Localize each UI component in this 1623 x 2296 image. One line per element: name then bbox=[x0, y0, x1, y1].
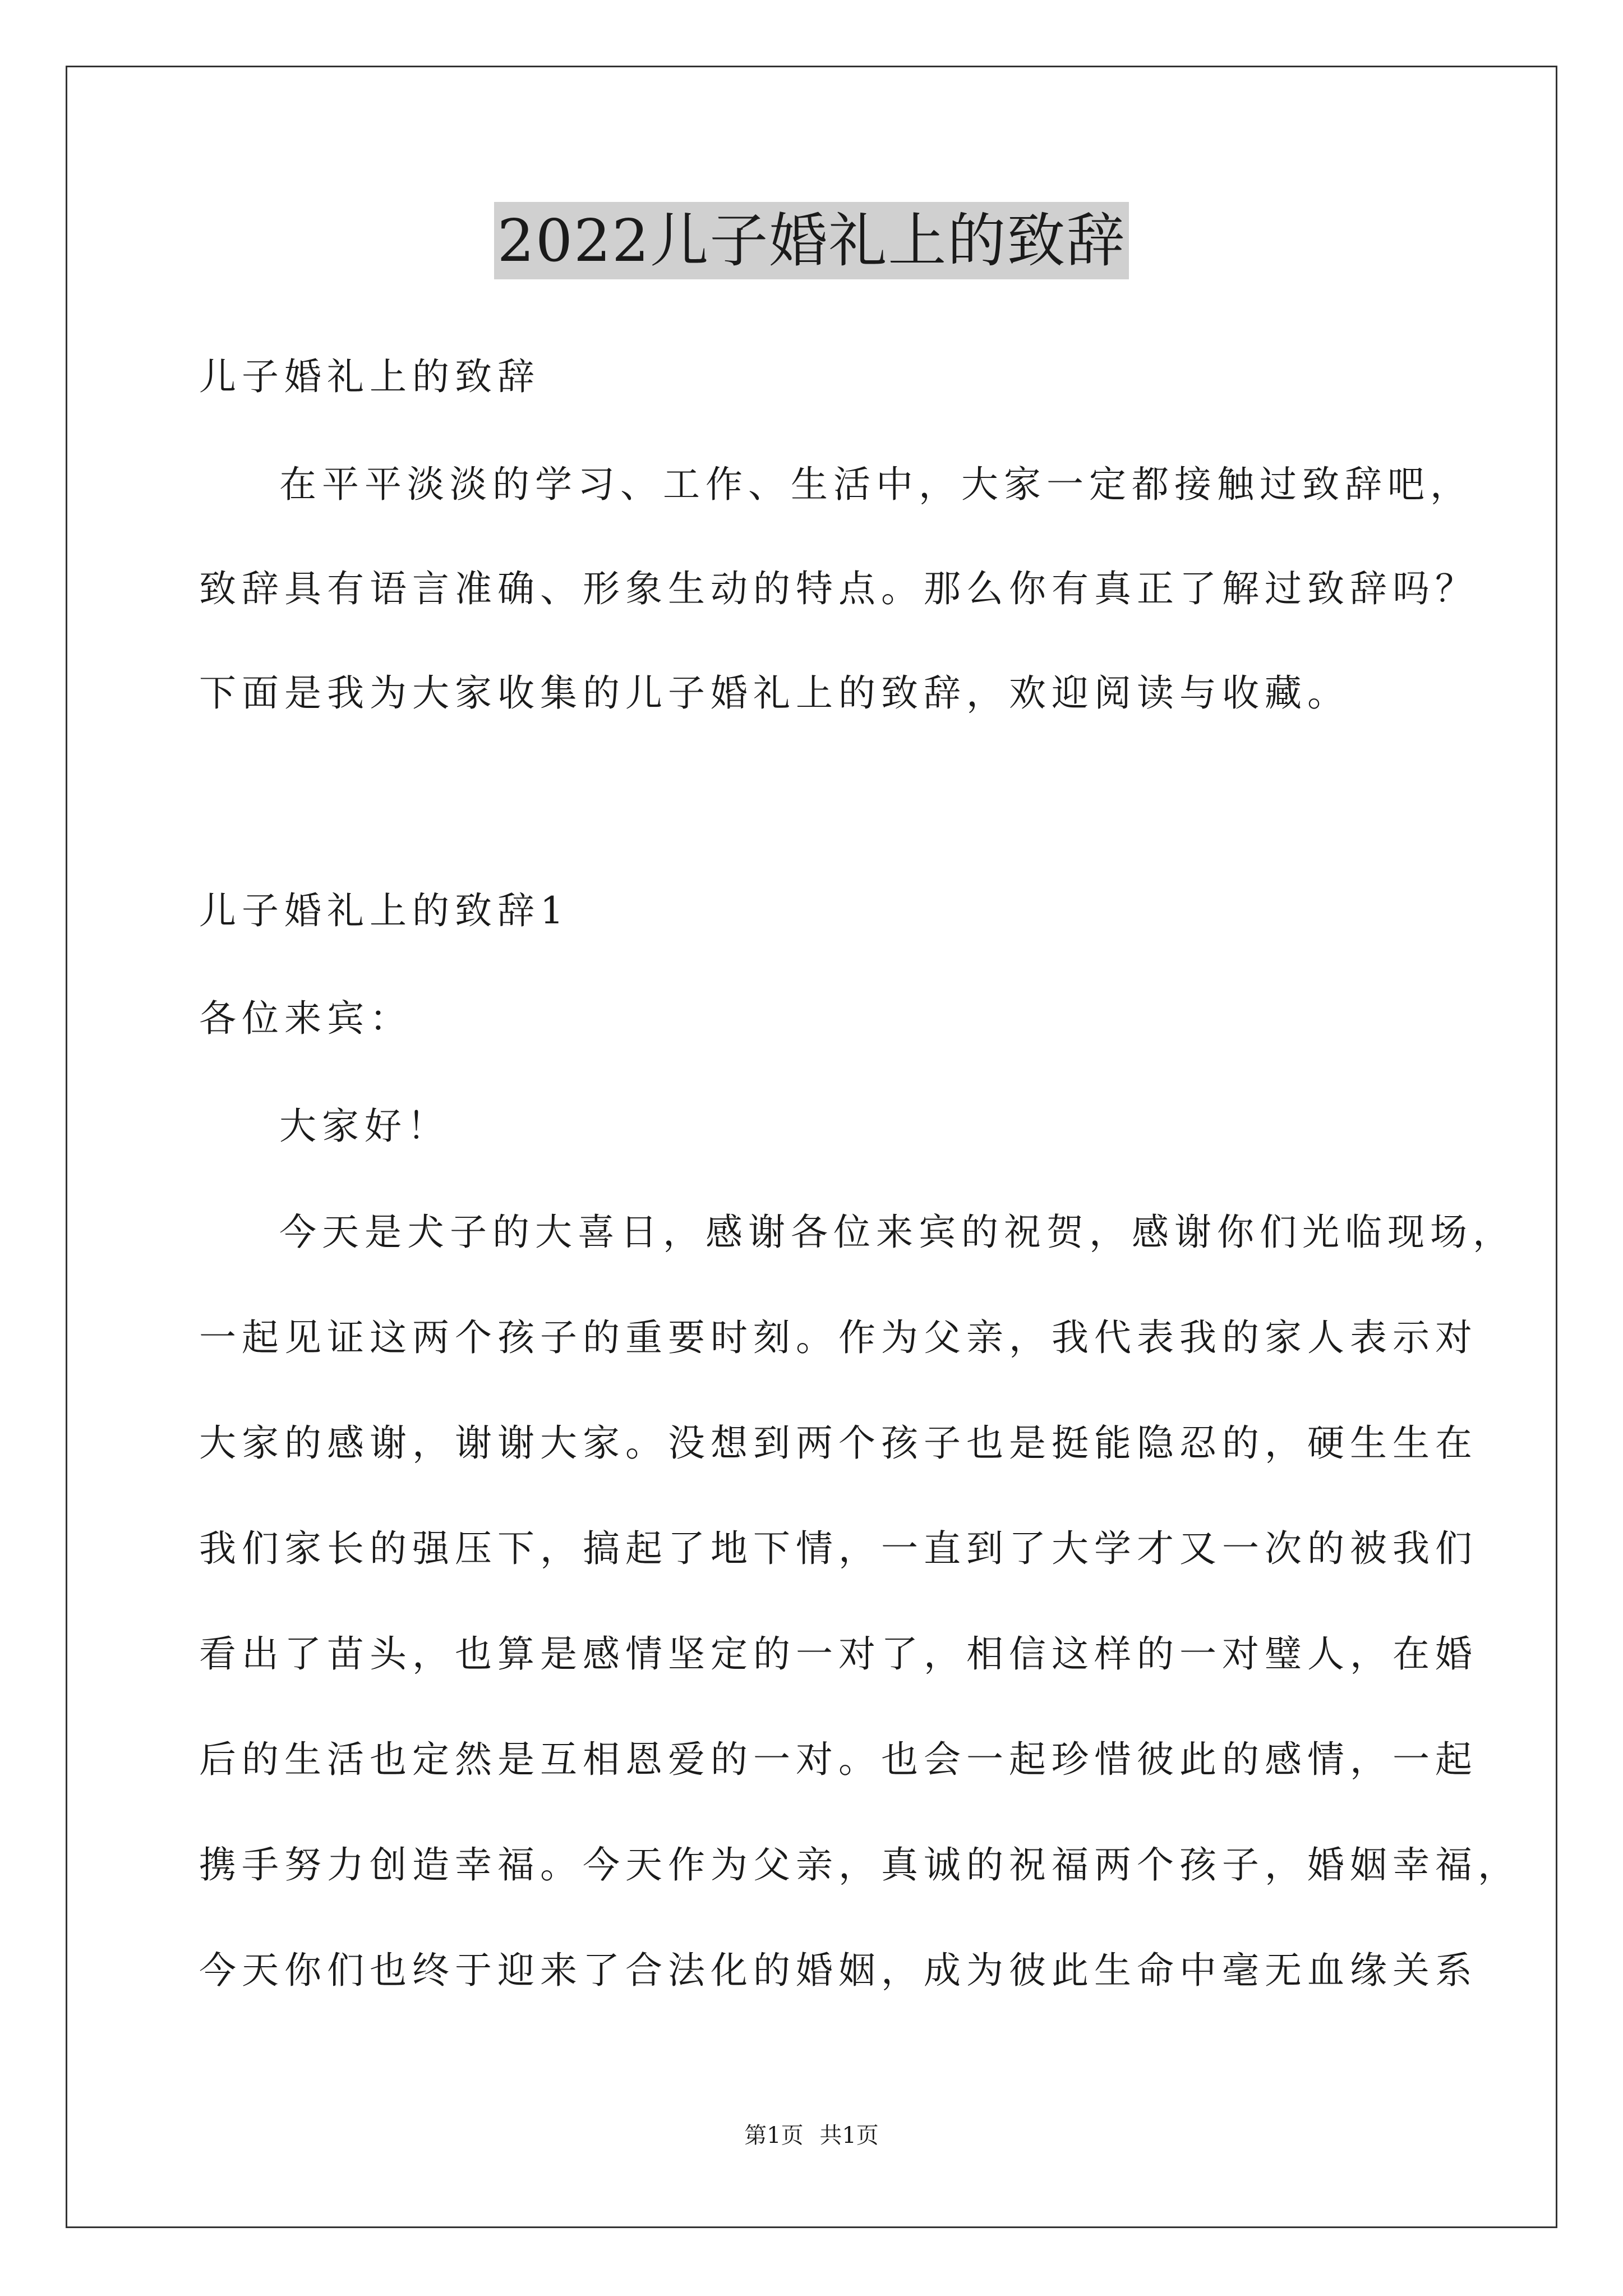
document-title: 2022儿子婚礼上的致辞 bbox=[494, 202, 1129, 279]
greeting: 大家好！ bbox=[279, 1105, 450, 1148]
body-line: 一起见证这两个孩子的重要时刻。作为父亲，我代表我的家人表示对 bbox=[199, 1316, 1478, 1359]
body-line: 后的生活也定然是互相恩爱的一对。也会一起珍惜彼此的感情，一起 bbox=[199, 1738, 1478, 1781]
intro-line: 致辞具有语言准确、形象生动的特点。那么你有真正了解过致辞吗？ bbox=[199, 567, 1478, 610]
body-line: 看出了苗头，也算是感情坚定的一对了，相信这样的一对璧人，在婚 bbox=[199, 1632, 1478, 1676]
document-subtitle: 儿子婚礼上的致辞 bbox=[199, 355, 540, 398]
section-heading: 儿子婚礼上的致辞1 bbox=[199, 889, 569, 932]
body-line: 携手努力创造幸福。今天作为父亲，真诚的祝福两个孩子，婚姻幸福， bbox=[199, 1843, 1520, 1887]
page-number: 第1页 bbox=[744, 2123, 804, 2148]
salutation: 各位来宾： bbox=[199, 997, 412, 1040]
body-line: 今天是犬子的大喜日，感谢各位来宾的祝贺，感谢你们光临现场， bbox=[279, 1211, 1515, 1254]
body-line: 大家的感谢，谢谢大家。没想到两个孩子也是挺能隐忍的，硬生生在 bbox=[199, 1421, 1478, 1465]
intro-line: 下面是我为大家收集的儿子婚礼上的致辞，欢迎阅读与收藏。 bbox=[199, 671, 1350, 715]
title-container bbox=[0, 202, 1623, 279]
body-line: 我们家长的强压下，搞起了地下情，一直到了大学才又一次的被我们 bbox=[199, 1527, 1478, 1570]
page-footer bbox=[0, 2122, 1623, 2150]
body-line: 今天你们也终于迎来了合法化的婚姻，成为彼此生命中毫无血缘关系 bbox=[199, 1949, 1478, 1992]
page-total: 共1页 bbox=[819, 2123, 879, 2148]
intro-line: 在平平淡淡的学习、工作、生活中，大家一定都接触过致辞吧， bbox=[279, 463, 1473, 506]
